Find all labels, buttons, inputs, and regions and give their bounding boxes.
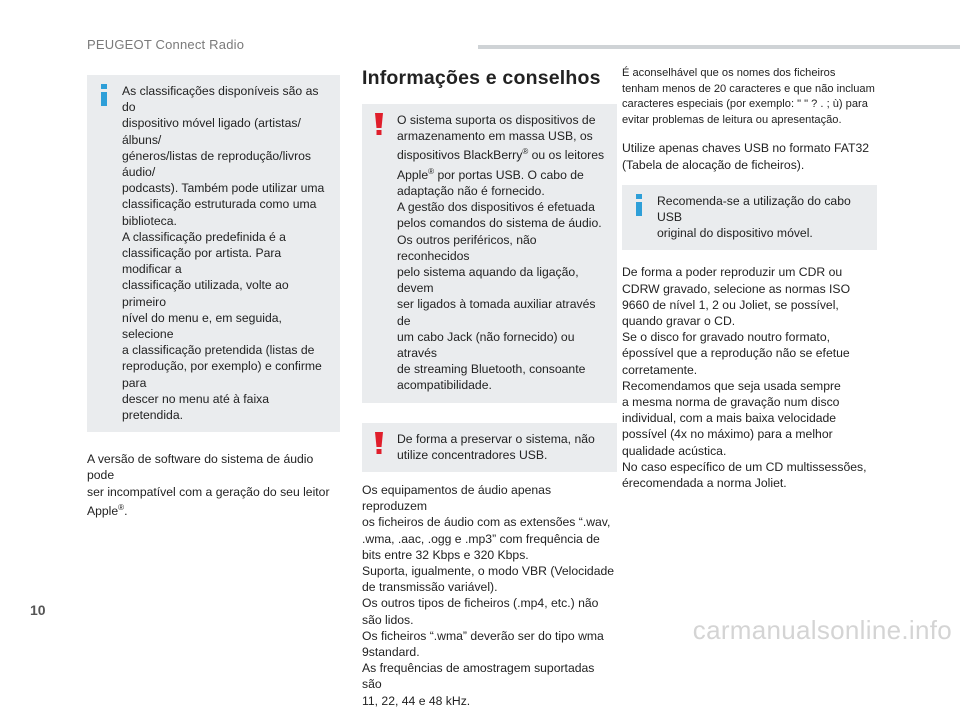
warning-box-hub [362, 423, 617, 472]
warning-text: O sistema suporta os dispositivos de armazenamento em massa USB, os dispositivos BlackBerry® ou os leitores Apple® por portas USB. O cabo de adaptação não é fornecido. A gestão dos dispositivos é efetuada pelos comandos do sistema de áudio. Os outros periféricos, não reconhecidos pelo sistema aquando da ligação, devem ser ligados à tomada auxiliar através de um cabo Jack (não fornecido) ou através de streaming Bluetooth, consoante acompatibilidade. [397, 113, 605, 393]
warning-icon [372, 432, 386, 454]
warning-text: De forma a preservar o sistema, não utilize concentradores USB. [397, 431, 595, 462]
info-icon [632, 194, 646, 216]
info-text: Recomenda-se a utilização do cabo USB original do dispositivo móvel. [657, 193, 851, 241]
column-right [622, 66, 877, 491]
info-box [87, 75, 340, 432]
header-title: PEUGEOT Connect Radio [87, 37, 245, 52]
watermark: carmanualsonline.info [692, 615, 952, 645]
page-number: 10 [30, 602, 46, 618]
info-text: As classificações disponíveis são as do dispositivo móvel ligado (artistas/álbuns/ géneros/listas de reprodução/livros áudio/ podcasts). Também pode utilizar uma classificação estruturada como uma biblioteca. A classificação predefinida é a classificação por artista. Para modificar a classificação utilizada, volte ao primeiro nível do menu e, em seguida, selecione a classificação pretendida (listas de reprodução, por exemplo) e confirme para descer no menu até à faixa pretendida. [122, 84, 325, 423]
column-middle [362, 66, 617, 709]
warning-icon [372, 113, 386, 135]
filename-advice: É aconselhável que os nomes dos ficheiros tenham menos de 20 caracteres e que não incluam caracteres especiais (por exemplo: " " ? . ; ù) para evitar problemas de leitura ou apresentação. [622, 67, 875, 126]
info-icon [97, 84, 111, 106]
warning-box-usb [362, 104, 617, 403]
info-box [622, 185, 877, 251]
section-title: Informações e conselhos [362, 67, 601, 89]
column-left [87, 75, 340, 519]
audio-formats-text: Os equipamentos de áudio apenas reproduzem os ficheiros de áudio com as extensões “.wav, .wma, .aac, .ogg e .mp3” com frequência de bits entre 32 Kbps e 320 Kbps. Suporta, igualmente, o modo VBR (Velocidade de transmissão variável). Os outros tipos de ficheiros (.mp4, etc.) não são lidos. Os ficheiros “.wma” deverão ser do tipo wma 9standard. As frequências de amostragem suportadas são 11, 22, 44 e 48 kHz. [362, 482, 615, 708]
software-note: A versão de software do sistema de áudio pode ser incompatível com a geração do seu leitor Apple®. [87, 452, 330, 518]
fat32-note: Utilize apenas chaves USB no formato FAT32 (Tabela de alocação de ficheiros). [622, 141, 870, 172]
cd-advice: De forma a poder reproduzir um CDR ou CDRW gravado, selecione as normas ISO 9660 de nível 1, 2 ou Joliet, se possível, quando gravar o CD. Se o disco for gravado noutro formato, épossível que a reprodução não se efetue corretamente. Recomendamos que seja usada sempre a mesma norma de gravação num disco individual, com a mais baixa velocidade possível (4x no máximo) para a melhor qualidade acústica. No caso específico de um CD multissessões, érecomendada a norma Joliet. [622, 265, 867, 491]
header-bar [478, 45, 960, 49]
